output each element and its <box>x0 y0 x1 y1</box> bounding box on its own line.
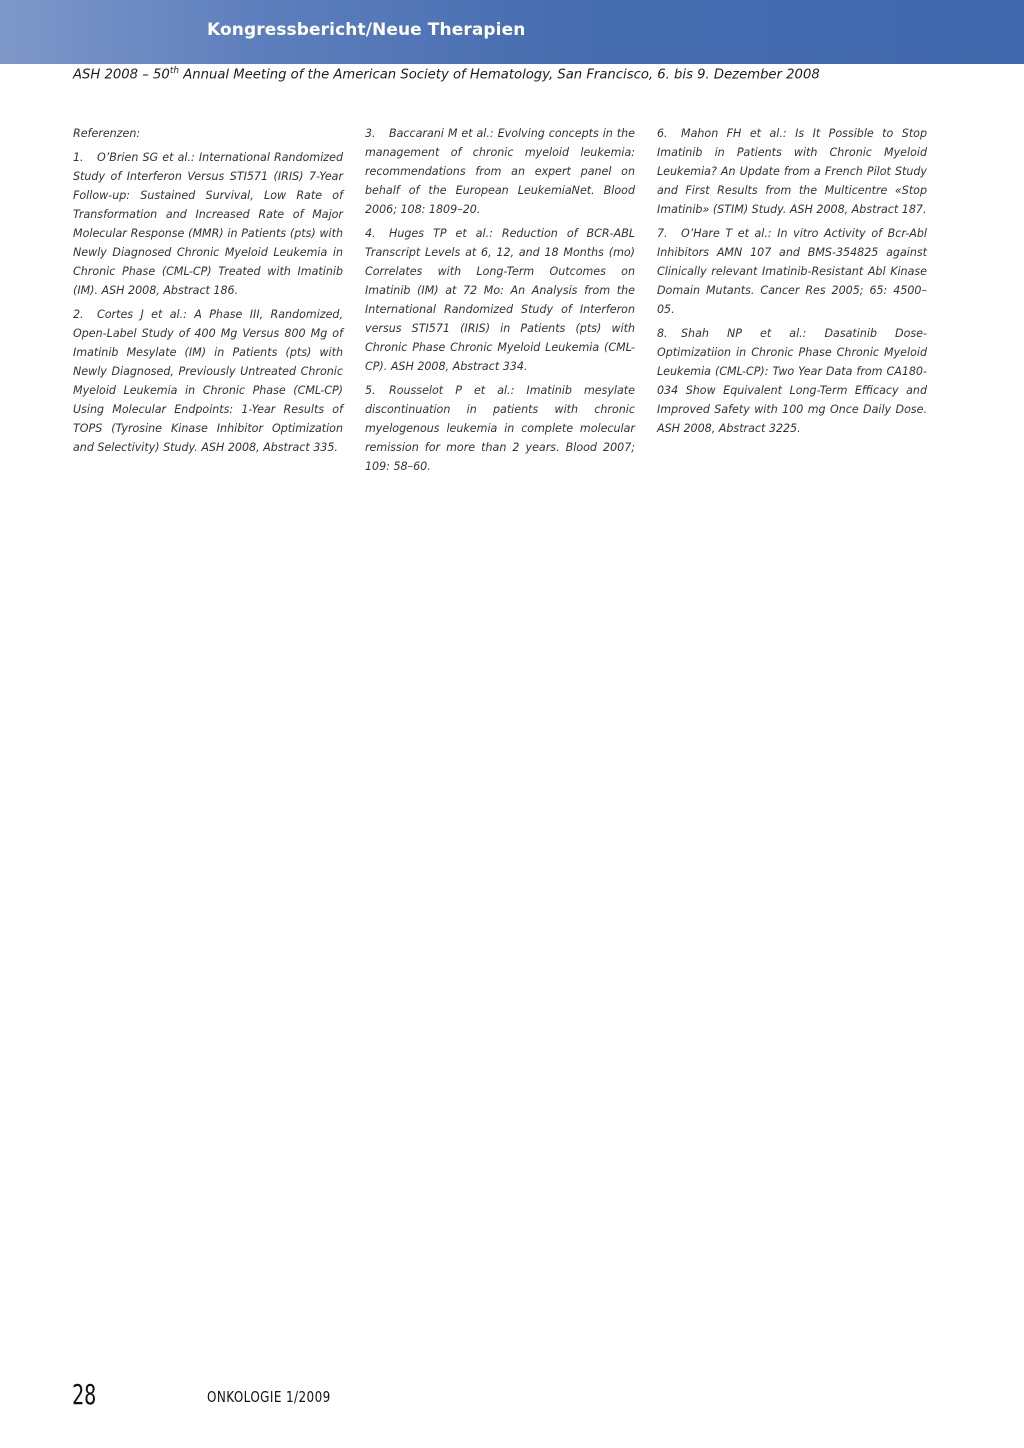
reference-item <box>365 224 635 376</box>
reference-item <box>657 124 927 219</box>
reference-item <box>73 148 343 300</box>
meeting-prefix: ASH 2008 – 50 <box>73 67 170 83</box>
reference-text: Baccarani M et al.: Evolving concepts in the management of chronic myeloid leukemia: recommendations from an expert panel on behalf of the European LeukemiaNet. Blood 2006; 108: 1809–20. <box>365 127 635 216</box>
reference-number: 4. <box>365 227 376 240</box>
reference-text: Rousselot P et al.: Imatinib mesylate discontinuation in patients with chronic myelogenous leukemia in complete molecular remission for more than 2 years. Blood 2007; 109: 58–60. <box>365 384 635 473</box>
reference-number: 7. <box>657 227 668 240</box>
reference-item <box>657 224 927 319</box>
reference-item <box>365 124 635 219</box>
meeting-subtitle <box>73 66 973 82</box>
references-column-1 <box>73 124 343 462</box>
reference-text: Cortes J et al.: A Phase III, Randomized, Open-Label Study of 400 Mg Versus 800 Mg of Imatinib Mesylate (IM) in Patients (pts) with Newly Diagnosed, Previously Untreated Chronic Myeloid Leukemia in Chronic Phase (CML-CP) Using Molecular Endpoints: 1-Year Results of TOPS (Tyrosine Kinase Inhibitor Optimization and Selectivity) Study. ASH 2008, Abstract 335. <box>73 308 343 454</box>
references-column-2 <box>365 124 635 481</box>
reference-text: Shah NP et al.: Dasatinib Dose-Optimizatiion in Chronic Phase Chronic Myeloid Leukemia (CML-CP): Two Year Data from CA180-034 Show Equivalent Long-Term Efficacy and Improved Safety with 100 mg Once Daily Dose. ASH 2008, Abstract 3225. <box>657 327 927 435</box>
meeting-suffix: Annual Meeting of the American Society of Hematology, San Francisco, 6. bis 9. Dezember 2008 <box>179 67 820 83</box>
references-column-3 <box>657 124 927 443</box>
reference-item <box>657 324 927 438</box>
reference-number: 2. <box>73 308 84 321</box>
reference-number: 1. <box>73 151 84 164</box>
reference-number: 5. <box>365 384 376 397</box>
references-heading: Referenzen: <box>73 127 141 140</box>
reference-text: Huges TP et al.: Reduction of BCR-ABL Transcript Levels at 6, 12, and 18 Months (mo) Correlates with Long-Term Outcomes on Imatinib (IM) at 72 Mo: An Analysis from the International Randomized Study of Interferon versus STI571 (IRIS) in Patients (pts) with Chronic Phase Chronic Myeloid Leukemia (CML-CP). ASH 2008, Abstract 334. <box>365 227 635 373</box>
meeting-superscript: th <box>169 66 180 76</box>
reference-number: 3. <box>365 127 376 140</box>
journal-issue: ONKOLOGIE 1/2009 <box>207 1388 331 1406</box>
reference-text: O’Brien SG et al.: International Randomized Study of Interferon Versus STI571 (IRIS) 7-Year Follow-up: Sustained Survival, Low Rate of Transformation and Increased Rate of Major Molecular Response (MMR) in Patients (pts) with Newly Diagnosed Chronic Myeloid Leukemia in Chronic Phase (CML-CP) Treated with Imatinib (IM). ASH 2008, Abstract 186. <box>73 151 343 297</box>
reference-number: 6. <box>657 127 668 140</box>
reference-item <box>365 381 635 476</box>
reference-text: O’Hare T et al.: In vitro Activity of Bcr-Abl Inhibitors AMN 107 and BMS-354825 against Clinically relevant Imatinib-Resistant Abl Kinase Domain Mutants. Cancer Res 2005; 65: 4500–05. <box>657 227 927 316</box>
reference-text: Mahon FH et al.: Is It Possible to Stop Imatinib in Patients with Chronic Myeloid Leukemia? An Update from a French Pilot Study and First Results from the Multicentre «Stop Imatinib» (STIM) Study. ASH 2008, Abstract 187. <box>657 127 927 216</box>
reference-number: 8. <box>657 327 668 340</box>
page-number: 28 <box>72 1378 97 1411</box>
reference-item <box>73 305 343 457</box>
section-title: Kongressbericht/Neue Therapien <box>207 20 526 40</box>
